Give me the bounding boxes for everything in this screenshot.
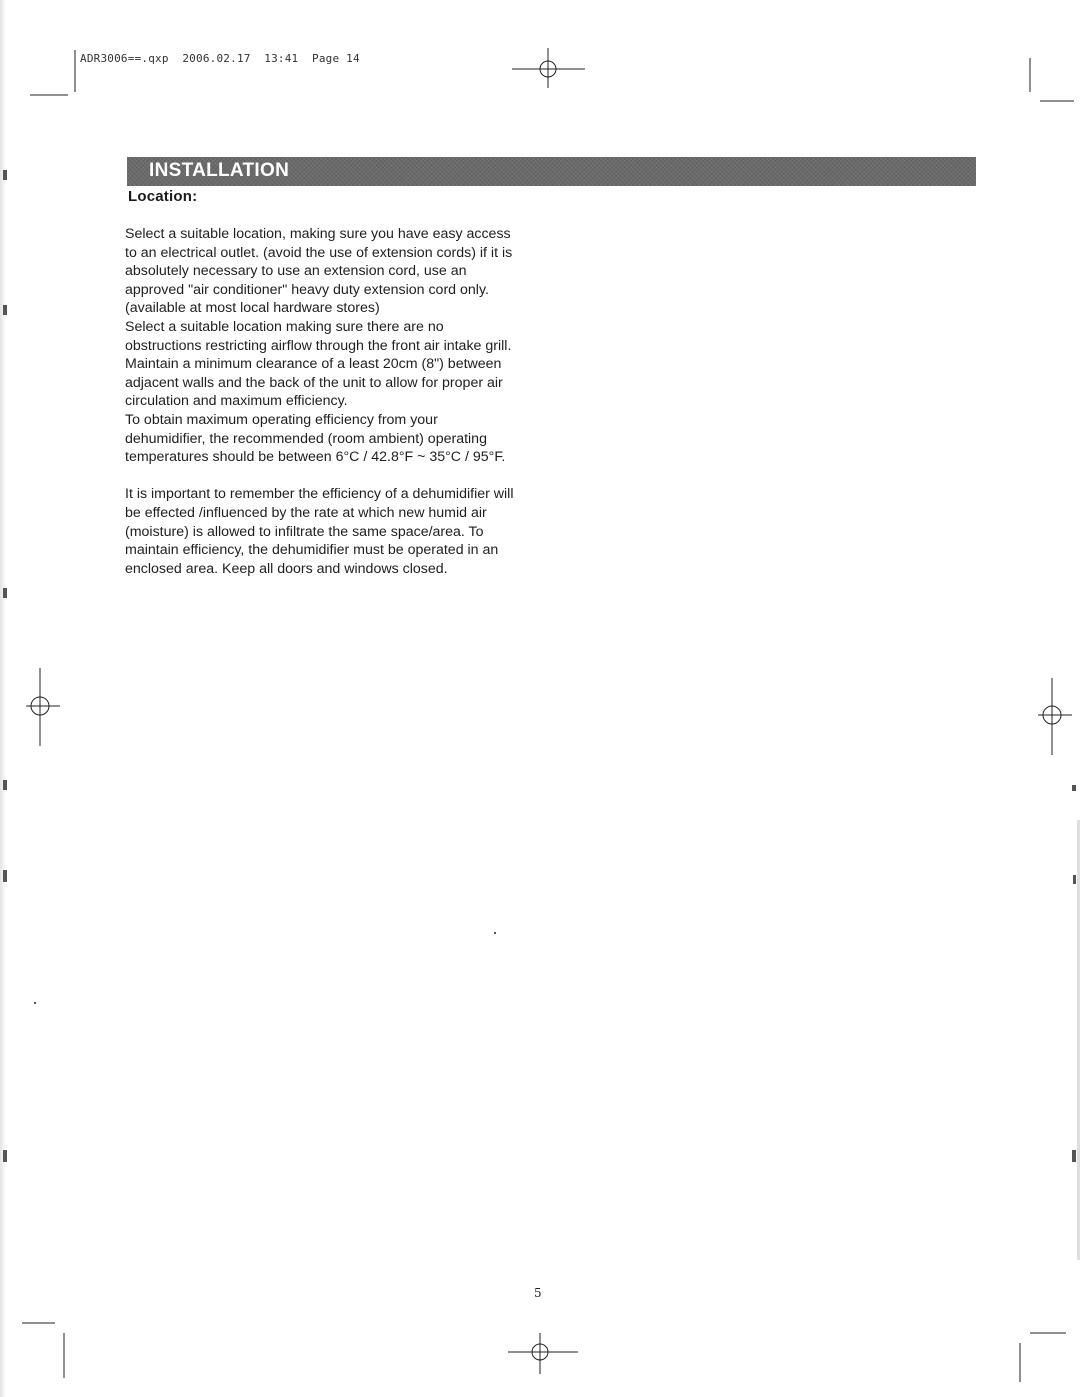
section-banner xyxy=(127,157,976,186)
scan-speck xyxy=(3,588,7,598)
slug-date: 2006.02.17 xyxy=(182,52,251,65)
registration-mark-right xyxy=(1038,678,1072,755)
page-number: 5 xyxy=(534,1286,542,1300)
scan-speck xyxy=(3,780,7,790)
body-text xyxy=(125,225,520,578)
scan-speck xyxy=(1072,785,1076,791)
registration-mark-left xyxy=(26,668,60,746)
scan-speck xyxy=(1073,875,1076,884)
scan-speck xyxy=(34,1002,36,1004)
paragraph: To obtain maximum operating efficiency from your dehumidifier, the recommended (room ambient) operating temperatures should be between 6°C / 42.8°F ~ 35°C / 95°F. xyxy=(125,411,506,466)
section-heading: Location: xyxy=(128,188,198,205)
slug-page: Page 14 xyxy=(312,52,360,65)
paragraph: Select a suitable location, making sure you have easy access to an electrical outlet. (avoid the use of extension cords) if it is absolutely necessary to use an extension cord, use an approved "air conditioner" heavy duty extension cord only. (available at most local hardware stores) xyxy=(125,226,513,317)
slug-file: ADR3006==.qxp xyxy=(80,52,169,65)
paragraph: It is important to remember the efficiency of a dehumidifier will be effected /influenced by the rate at which new humid air (moisture) is allowed to infiltrate the same space/area. To maintain efficiency, the dehumidifier must be operated in an enclosed area. Keep all doors and windows closed. xyxy=(125,486,514,577)
scan-speck xyxy=(494,932,496,934)
registration-mark-bottom xyxy=(508,1333,578,1374)
scan-speck xyxy=(3,305,7,315)
slug-time: 13:41 xyxy=(264,52,299,65)
scan-speck xyxy=(3,1150,7,1162)
scan-speck xyxy=(3,170,7,180)
banner-title: INSTALLATION xyxy=(149,160,290,181)
scan-speck xyxy=(3,870,7,882)
scan-speck xyxy=(1072,1150,1076,1162)
registration-mark-top xyxy=(512,48,585,88)
paragraph: Select a suitable location making sure there are no obstructions restricting airflow through the front air intake grill. Maintain a minimum clearance of a least 20cm (8") between adjacent walls and the back of the unit to allow for proper air circulation and maximum efficiency. xyxy=(125,318,512,410)
